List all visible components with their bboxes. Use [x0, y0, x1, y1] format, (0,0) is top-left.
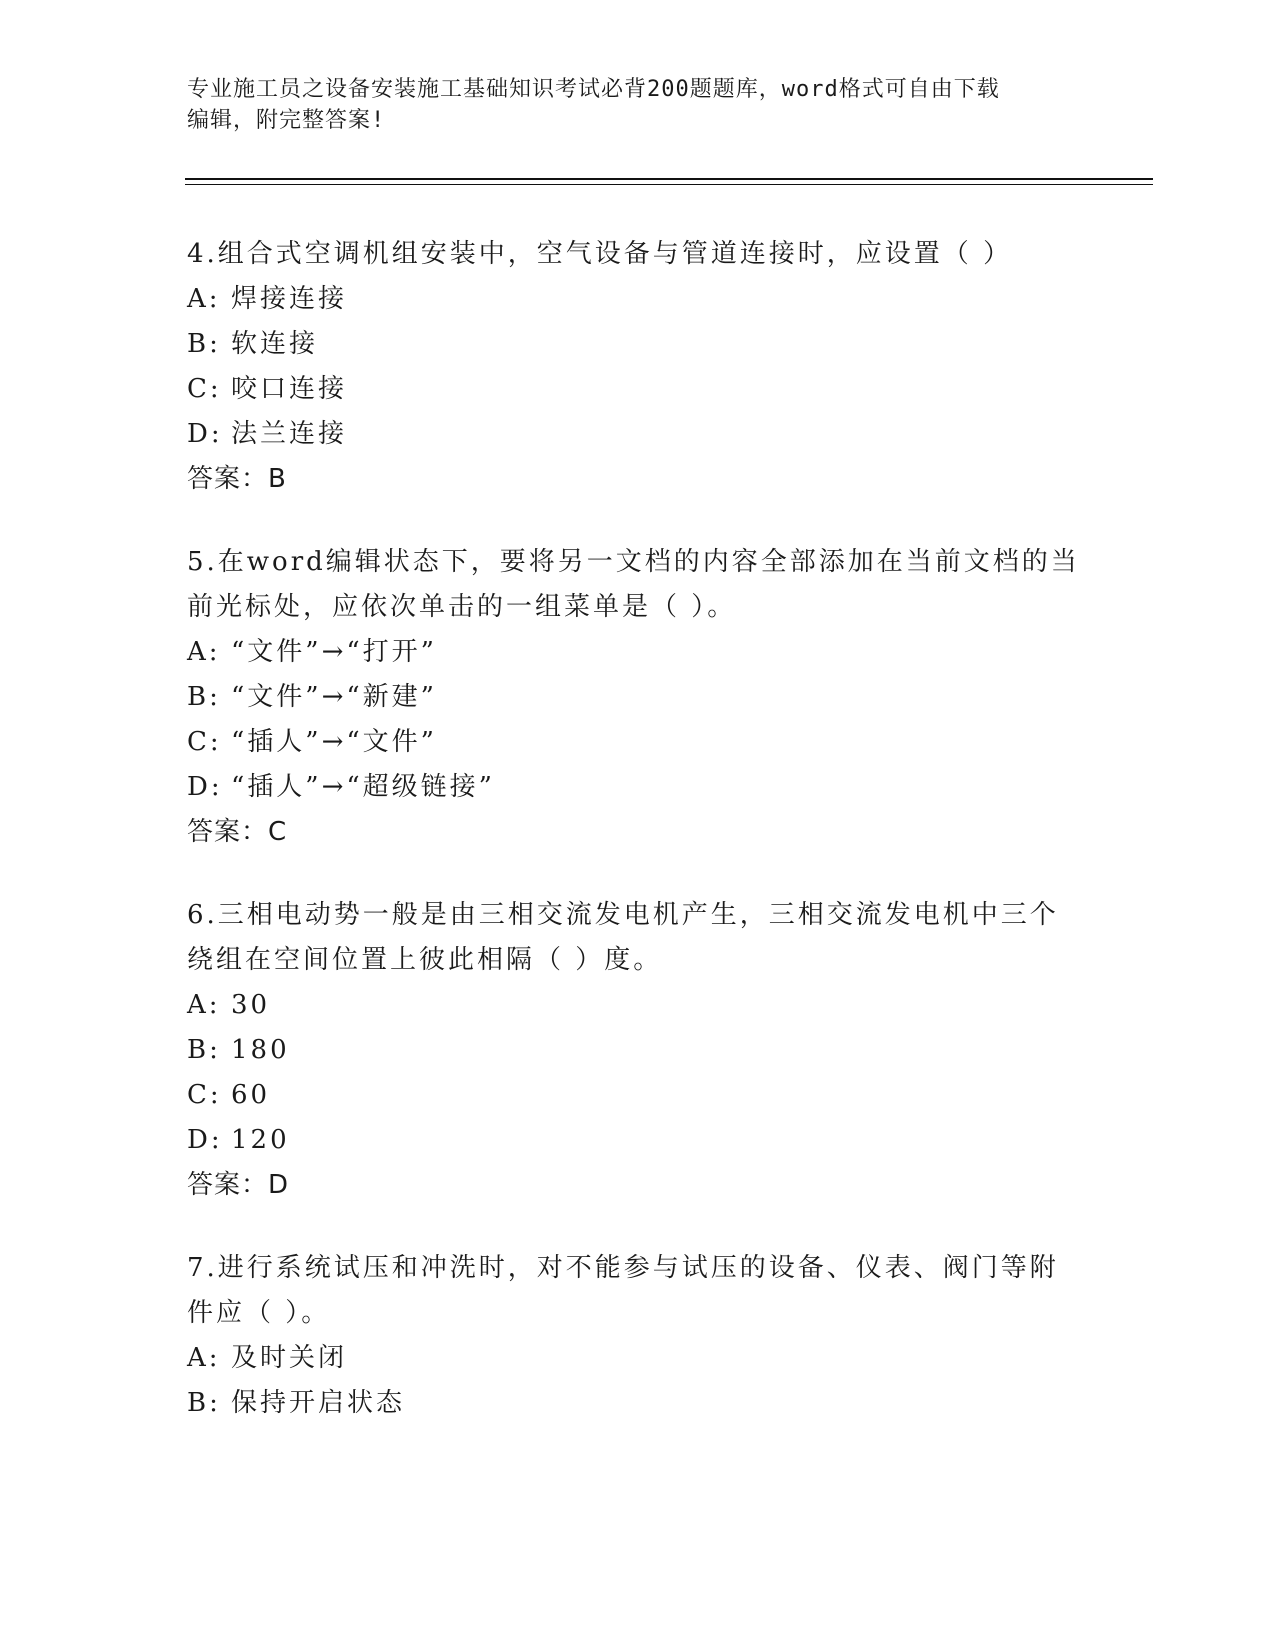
option-text: 法兰连接 — [231, 419, 348, 449]
option-letter: B: — [187, 1035, 221, 1065]
option-text: “文件”→“新建” — [231, 682, 437, 712]
option-text: “文件”→“打开” — [231, 637, 437, 667]
option-text: “插人”→“超级链接” — [231, 772, 495, 802]
option-c — [187, 1073, 1087, 1118]
option-letter: A: — [187, 990, 221, 1020]
option-c — [187, 720, 1087, 765]
question-4 — [187, 232, 1087, 502]
question-7 — [187, 1246, 1087, 1426]
option-a — [187, 277, 1087, 322]
option-letter: C: — [187, 1080, 222, 1110]
option-text: 120 — [231, 1125, 290, 1155]
option-text: 180 — [231, 1035, 290, 1065]
option-text: 及时关闭 — [231, 1343, 348, 1373]
question-stem: 7.进行系统试压和冲洗时，对不能参与试压的设备、仪表、阀门等附件应（ ）。 — [187, 1253, 1059, 1328]
option-b — [187, 1381, 1087, 1426]
option-text: 软连接 — [231, 329, 319, 359]
document-header — [187, 74, 1077, 136]
header-title-line-1: 专业施工员之设备安装施工基础知识考试必背200题题库，word格式可自由下载 — [187, 77, 1000, 102]
option-letter: A: — [187, 284, 221, 314]
question-stem: 6.三相电动势一般是由三相交流发电机产生，三相交流发电机中三个绕组在空间位置上彼此相隔（ ）度。 — [187, 900, 1059, 975]
option-letter: A: — [187, 637, 221, 667]
option-letter: D: — [187, 772, 223, 802]
option-text: 保持开启状态 — [231, 1388, 406, 1418]
question-5 — [187, 540, 1087, 855]
option-d — [187, 1118, 1087, 1163]
option-text: 焊接连接 — [231, 284, 348, 314]
option-letter: C: — [187, 727, 222, 757]
option-a — [187, 630, 1087, 675]
answer-line: 答案：D — [187, 1170, 290, 1200]
option-d — [187, 412, 1087, 457]
option-b — [187, 675, 1087, 720]
option-letter: C: — [187, 374, 222, 404]
option-b — [187, 1028, 1087, 1073]
option-text: 咬口连接 — [231, 374, 348, 404]
option-letter: B: — [187, 682, 221, 712]
option-text: “插人”→“文件” — [231, 727, 437, 757]
header-divider-thick — [185, 178, 1153, 180]
option-d — [187, 765, 1087, 810]
header-divider-thin — [185, 184, 1153, 185]
option-letter: B: — [187, 329, 221, 359]
option-letter: A: — [187, 1343, 221, 1373]
option-letter: D: — [187, 419, 223, 449]
option-a — [187, 1336, 1087, 1381]
option-letter: D: — [187, 1125, 223, 1155]
option-b — [187, 322, 1087, 367]
option-c — [187, 367, 1087, 412]
option-text: 60 — [231, 1080, 271, 1110]
option-a — [187, 983, 1087, 1028]
answer-line: 答案：B — [187, 464, 287, 494]
header-title-line-2: 编辑，附完整答案! — [187, 108, 386, 133]
answer-line: 答案：C — [187, 817, 288, 847]
question-stem: 5.在word编辑状态下，要将另一文档的内容全部添加在当前文档的当前光标处，应依次单击的一组菜单是（ ）。 — [187, 547, 1080, 622]
question-6 — [187, 893, 1087, 1208]
question-stem: 4.组合式空调机组安装中，空气设备与管道连接时，应设置（ ） — [187, 239, 1013, 269]
option-text: 30 — [231, 990, 271, 1020]
option-letter: B: — [187, 1388, 221, 1418]
question-list — [187, 232, 1087, 1464]
